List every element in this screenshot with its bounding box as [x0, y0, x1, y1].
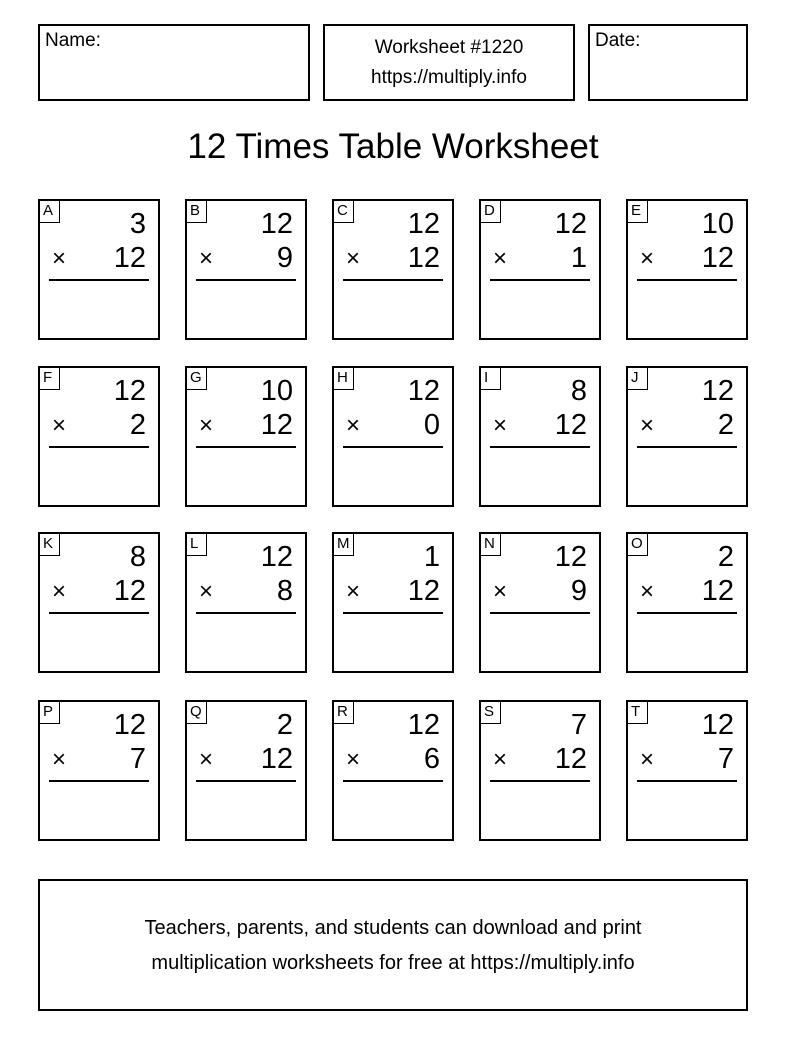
- multiplier: 1: [570, 242, 587, 274]
- answer-line: [343, 279, 443, 281]
- problem-card: [38, 700, 160, 841]
- problem-letter: A: [40, 201, 60, 223]
- multiplicand: 12: [113, 709, 146, 741]
- answer-line: [343, 612, 443, 614]
- problem-letter: I: [481, 368, 501, 390]
- multiplicand: 10: [701, 208, 734, 240]
- problem-letter: Q: [187, 702, 207, 724]
- multiplier: 12: [701, 575, 734, 607]
- times-sign: ×: [493, 578, 508, 605]
- problem-card: [479, 532, 601, 673]
- problem-letter: P: [40, 702, 60, 724]
- multiplier: 7: [717, 743, 734, 775]
- multiplier: 12: [113, 242, 146, 274]
- answer-line: [196, 612, 296, 614]
- answer-line: [196, 279, 296, 281]
- multiplicand: 1: [423, 541, 440, 573]
- problem-card: [332, 199, 454, 340]
- problem-letter: S: [481, 702, 501, 724]
- times-sign: ×: [640, 746, 655, 773]
- multiplicand: 12: [113, 375, 146, 407]
- answer-line: [490, 446, 590, 448]
- problem-card: [185, 366, 307, 507]
- worksheet-url: https://multiply.info: [371, 67, 527, 88]
- times-sign: ×: [52, 578, 67, 605]
- problem-card: [38, 532, 160, 673]
- date-label: Date:: [595, 30, 641, 51]
- times-sign: ×: [346, 578, 361, 605]
- multiplicand: 7: [570, 709, 587, 741]
- multiplicand: 2: [717, 541, 734, 573]
- times-sign: ×: [640, 412, 655, 439]
- problem-card: [38, 199, 160, 340]
- multiplicand: 12: [407, 375, 440, 407]
- times-sign: ×: [52, 245, 67, 272]
- multiplier: 12: [407, 242, 440, 274]
- name-field-box: [38, 24, 310, 101]
- times-sign: ×: [640, 578, 655, 605]
- footer-text-line-2: multiplication worksheets for free at https://multiply.info: [151, 952, 635, 974]
- multiplier: 9: [570, 575, 587, 607]
- multiplicand: 12: [554, 541, 587, 573]
- problem-letter: J: [628, 368, 648, 390]
- problem-card: [332, 366, 454, 507]
- date-field-box: [588, 24, 748, 101]
- footer-box: [38, 879, 748, 1011]
- problem-card: [479, 366, 601, 507]
- multiplier: 12: [113, 575, 146, 607]
- worksheet-number: Worksheet #1220: [374, 37, 524, 58]
- answer-line: [637, 780, 737, 782]
- times-sign: ×: [52, 412, 67, 439]
- times-sign: ×: [493, 412, 508, 439]
- problem-card: [626, 366, 748, 507]
- times-sign: ×: [346, 412, 361, 439]
- multiplier: 12: [407, 575, 440, 607]
- answer-line: [196, 446, 296, 448]
- multiplicand: 12: [260, 541, 293, 573]
- worksheet-info-box: [323, 24, 575, 101]
- multiplier: 2: [717, 409, 734, 441]
- footer-text-line-1: Teachers, parents, and students can download and print: [144, 917, 642, 939]
- problem-letter: O: [628, 534, 648, 556]
- multiplicand: 2: [276, 709, 293, 741]
- multiplier: 8: [276, 575, 293, 607]
- multiplier: 6: [423, 743, 440, 775]
- answer-line: [49, 279, 149, 281]
- answer-line: [196, 780, 296, 782]
- problem-letter: L: [187, 534, 207, 556]
- multiplicand: 12: [407, 709, 440, 741]
- problem-letter: N: [481, 534, 501, 556]
- times-sign: ×: [346, 245, 361, 272]
- answer-line: [490, 780, 590, 782]
- times-sign: ×: [493, 245, 508, 272]
- answer-line: [637, 279, 737, 281]
- times-sign: ×: [199, 412, 214, 439]
- multiplier: 2: [129, 409, 146, 441]
- multiplier: 9: [276, 242, 293, 274]
- problem-letter: R: [334, 702, 354, 724]
- multiplier: 12: [260, 409, 293, 441]
- problem-letter: M: [334, 534, 354, 556]
- problem-card: [479, 199, 601, 340]
- problem-card: [626, 532, 748, 673]
- problem-card: [479, 700, 601, 841]
- multiplicand: 12: [701, 375, 734, 407]
- page-title: 12 Times Table Worksheet: [187, 127, 599, 166]
- answer-line: [490, 612, 590, 614]
- answer-line: [49, 612, 149, 614]
- problem-card: [185, 532, 307, 673]
- problem-card: [38, 366, 160, 507]
- answer-line: [637, 446, 737, 448]
- problem-letter: F: [40, 368, 60, 390]
- problem-letter: K: [40, 534, 60, 556]
- times-sign: ×: [346, 746, 361, 773]
- problem-letter: G: [187, 368, 207, 390]
- answer-line: [343, 446, 443, 448]
- multiplier: 12: [554, 409, 587, 441]
- problem-card: [332, 532, 454, 673]
- answer-line: [490, 279, 590, 281]
- multiplicand: 8: [129, 541, 146, 573]
- problem-letter: E: [628, 201, 648, 223]
- multiplicand: 12: [701, 709, 734, 741]
- times-sign: ×: [199, 746, 214, 773]
- times-sign: ×: [493, 746, 508, 773]
- times-sign: ×: [640, 245, 655, 272]
- multiplicand: 12: [554, 208, 587, 240]
- answer-line: [637, 612, 737, 614]
- problem-letter: B: [187, 201, 207, 223]
- multiplicand: 3: [129, 208, 146, 240]
- problem-letter: D: [481, 201, 501, 223]
- multiplier: 12: [554, 743, 587, 775]
- problem-card: [626, 199, 748, 340]
- times-sign: ×: [199, 245, 214, 272]
- problem-letter: C: [334, 201, 354, 223]
- problem-letter: T: [628, 702, 648, 724]
- problem-card: [626, 700, 748, 841]
- answer-line: [49, 780, 149, 782]
- multiplier: 0: [423, 409, 440, 441]
- times-sign: ×: [199, 578, 214, 605]
- answer-line: [49, 446, 149, 448]
- multiplier: 7: [129, 743, 146, 775]
- name-label: Name:: [45, 30, 101, 51]
- multiplicand: 10: [260, 375, 293, 407]
- problem-card: [332, 700, 454, 841]
- multiplicand: 12: [407, 208, 440, 240]
- multiplicand: 8: [570, 375, 587, 407]
- problem-card: [185, 199, 307, 340]
- multiplier: 12: [701, 242, 734, 274]
- times-sign: ×: [52, 746, 67, 773]
- multiplicand: 12: [260, 208, 293, 240]
- problem-letter: H: [334, 368, 354, 390]
- answer-line: [343, 780, 443, 782]
- problem-card: [185, 700, 307, 841]
- multiplier: 12: [260, 743, 293, 775]
